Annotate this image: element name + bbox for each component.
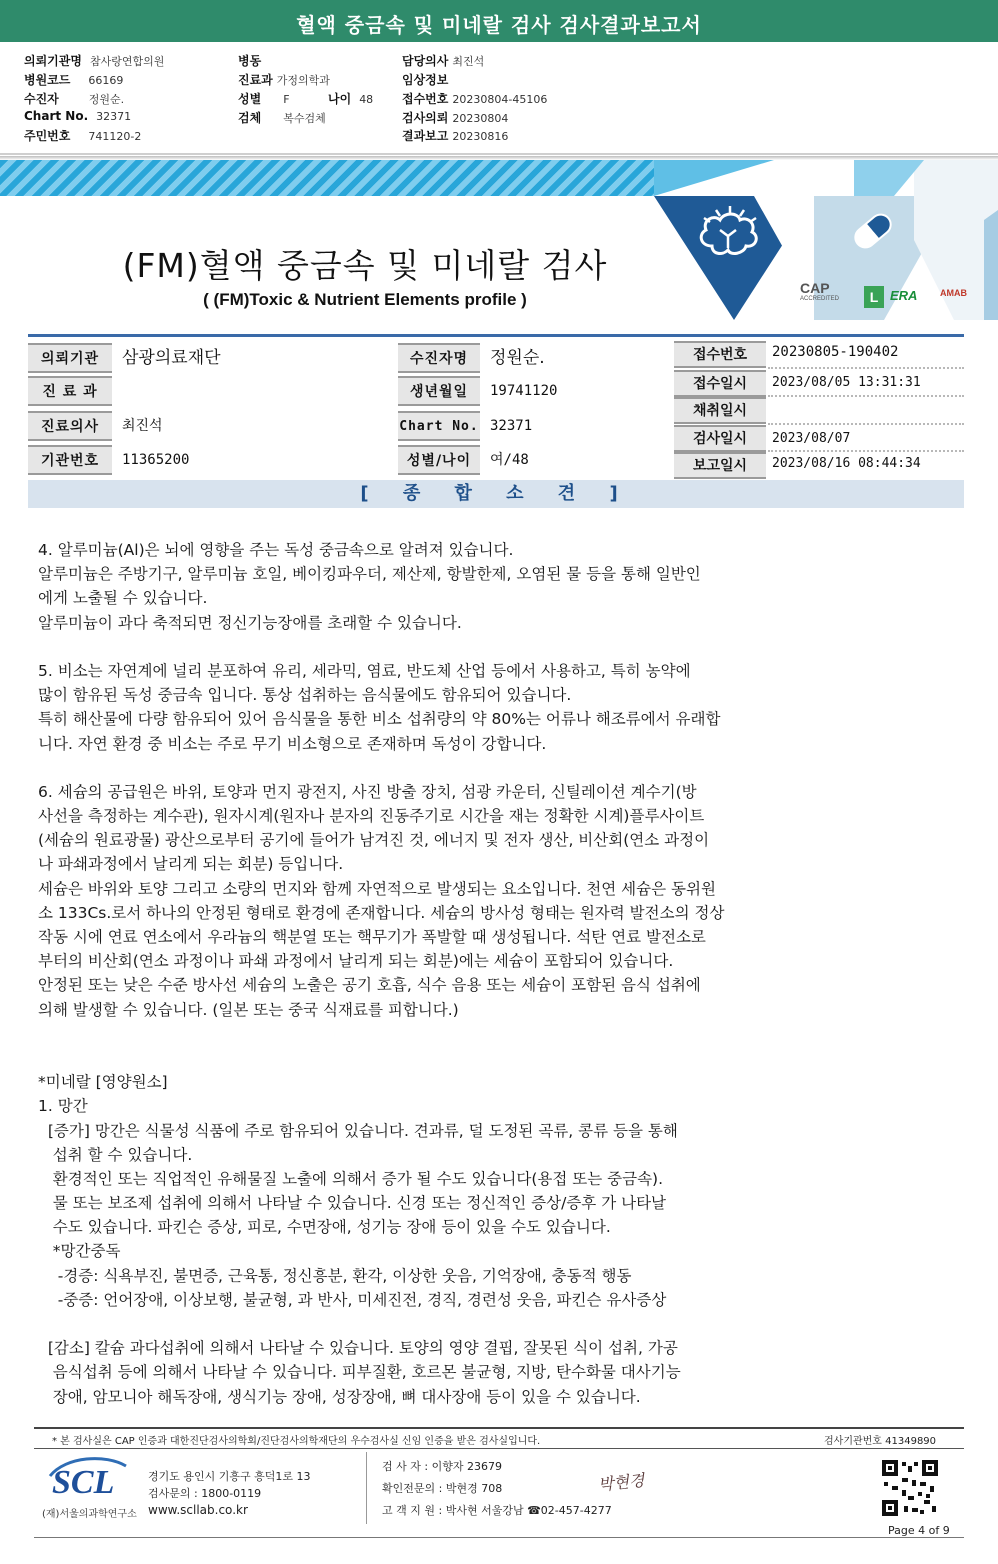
text-line: 알루미늄은 주방기구, 알루미늄 호일, 베이킹파우더, 제산제, 항발한제, 오염된 물 등을 통해 일반인 (38, 565, 701, 584)
text-line: 섭취 할 수 있습니다. (38, 1145, 193, 1164)
info-value: 19741120 (490, 383, 558, 399)
blank-line (38, 1022, 938, 1046)
contact-block (148, 1468, 311, 1519)
info-value: 32371 (490, 418, 533, 434)
cap-logo: CAP ACCREDITED (800, 280, 840, 302)
info-label: 진료의사 (28, 411, 112, 441)
info-label: 의뢰기관 (28, 343, 112, 373)
lab-number: 검사기관번호 41349890 (824, 1436, 937, 1447)
text-line: *망간중독 (38, 1242, 121, 1261)
info-value: 20230805-190402 (772, 344, 899, 360)
text-line: [증가] 망간은 식물성 식품에 주로 함유되어 있습니다. 견과류, 덜 도정된 곡류, 콩류 등을 통해 (38, 1121, 678, 1140)
staff-block (382, 1456, 612, 1522)
info-value: 2023/08/07 (772, 431, 851, 446)
clinical-field: 임상정보 (402, 73, 449, 87)
doctor-field: 담당의사 최진석 (402, 54, 485, 68)
text-line: 사선을 측정하는 계수관), 원자시계(원자나 분자의 진동주기로 시간을 재는 정확한 시계)플루사이트 (38, 807, 705, 826)
text-line: 니다. 자연 환경 중 비소는 주로 무기 비소형으로 존재하며 독성이 강합니다. (38, 734, 547, 753)
info-value: 정원순. (490, 348, 545, 368)
patient-field: 수진자 정원순. (24, 92, 125, 106)
text-line: 나 파쇄과정에서 날리게 되는 회분) 등입니다. (38, 855, 344, 874)
text-line: *미네랄 [영양원소] (38, 1073, 168, 1092)
sex-field: 성별 F (238, 92, 290, 106)
info-label: 기관번호 (28, 445, 112, 475)
blank-line (38, 1046, 938, 1070)
info-value: 여/48 (490, 452, 529, 468)
info-label: 접수번호 (674, 341, 766, 368)
info-label: 성별/나이 (398, 445, 480, 475)
info-value: 11365200 (122, 452, 190, 468)
patient-info-table (28, 334, 964, 484)
blank-line (38, 635, 938, 659)
era-logo: ERA (890, 288, 918, 303)
info-label: 보고일시 (674, 452, 766, 479)
id-field: 주민번호 741120-2 (24, 129, 142, 143)
signature: 박현경 (597, 1470, 646, 1495)
text-line: 1. 망간 (38, 1097, 88, 1116)
examiner: 검 사 자 : 이향자 23679 (382, 1460, 502, 1473)
summary-section-title: [ 종 합 소 견 ] (28, 480, 964, 508)
text-line: -경증: 식욕부진, 불면증, 근육통, 정신흥분, 환각, 이상한 웃음, 기억장애, 충동적 행동 (38, 1266, 632, 1285)
divider (34, 1537, 964, 1538)
customer-support: 고 객 지 원 : 박사현 서울강남 ☎02-457-4277 (382, 1504, 612, 1517)
text-line: 음식섭취 등에 의해서 나타날 수 있습니다. 피부질환, 호르몬 불균형, 지방, 탄수화물 대사기능 (38, 1363, 681, 1382)
capsule-icon (848, 206, 898, 256)
receipt-field: 접수번호 20230804-45106 (402, 92, 548, 106)
info-value: 2023/08/05 13:31:31 (772, 375, 921, 390)
info-value: 2023/08/16 08:44:34 (772, 456, 921, 471)
text-line: 4. 알루미늄(Al)은 뇌에 영향을 주는 독성 중금속으로 알려져 있습니다. (38, 541, 514, 559)
text-line: -중증: 언어장애, 이상보행, 불균형, 과 반사, 미세진전, 경직, 경련성 웃음, 파킨슨 유사증상 (38, 1290, 667, 1309)
summary-text (38, 538, 938, 1409)
info-label: 진 료 과 (28, 376, 112, 406)
text-line: 특히 해산물에 다량 함유되어 있어 음식물을 통한 비소 섭취량의 약 80%는 어류나 해조류에서 유래합 (38, 710, 721, 729)
address: 경기도 용인시 기흥구 흥덕1로 13 (148, 1470, 311, 1483)
amab-logo: AMAB (940, 288, 967, 298)
text-line: 6. 세슘의 공급원은 바위, 토양과 먼지 광전지, 사진 방출 장치, 섬광 카운터, 신틸레이션 계수기(방 (38, 782, 697, 801)
agency-field: 의뢰기관명 참사랑연합의원 (24, 54, 165, 68)
text-line: 장애, 암모니아 해독장애, 생식기능 장애, 성장장애, 뼈 대사장애 등이 있을 수 있습니다. (38, 1387, 641, 1406)
text-line: 환경적인 또는 직업적인 유해물질 노출에 의해서 증가 될 수도 있습니다(용접 또는 중금속). (38, 1169, 664, 1188)
accreditation-note: * 본 검사실은 CAP 인증과 대한진단검사의학회/진단검사의학재단의 우수검사실 신임 인증을 받은 검사실입니다. (52, 1436, 541, 1447)
page-number: Page 4 of 9 (888, 1524, 950, 1537)
institute-name: (재)서울의과학연구소 (42, 1509, 137, 1520)
specialist: 확인전문의 : 박현경 708 (382, 1482, 503, 1495)
text-line: 수도 있습니다. 파킨슨 증상, 피로, 수면장애, 성기능 장애 등이 있을 수도 있습니다. (38, 1218, 611, 1237)
specimen-field: 검체 복수검체 (238, 111, 326, 125)
text-line: 많이 함유된 독성 중금속 입니다. 통상 섭취하는 음식물에도 함유되어 있습니다. (38, 686, 572, 705)
blank-line (38, 756, 938, 780)
text-line: 안정된 또는 낮은 수준 방사선 세슘의 노출은 공기 호흡, 식수 음용 또는 세슘이 포함된 음식 섭취에 (38, 976, 701, 995)
info-label: 수진자명 (398, 343, 480, 373)
divider (34, 1448, 964, 1449)
report-header-band (0, 0, 998, 42)
document-subtitle: ( (FM)Toxic & Nutrient Elements profile ) (203, 290, 527, 309)
text-line: 세슘은 바위와 토양 그리고 소량의 먼지와 함께 자연적으로 발생되는 요소입니다. 천연 세슘은 동위원 (38, 879, 716, 898)
text-line: (세슘의 원료광물) 광산으로부터 공기에 들어가 남겨진 것, 에너지 및 전자 생산, 비산회(연소 과정이 (38, 831, 710, 850)
ward-field: 병동 (238, 54, 262, 68)
divider (34, 1427, 964, 1429)
blank-line (38, 1312, 938, 1336)
text-line: 의해 발생할 수 있습니다. (일본 또는 중국 식재료를 피합니다.) (38, 1000, 459, 1019)
text-line: 물 또는 보조제 섭취에 의해서 나타날 수 있습니다. 신경 또는 정신적인 증상/증후 가 나타날 (38, 1194, 667, 1213)
info-label: 검사일시 (674, 425, 766, 452)
report-date-field: 결과보고 20230816 (402, 129, 509, 143)
lm-logo: L (864, 286, 884, 308)
document-title: (FM)혈액 중금속 및 미네랄 검사 (122, 246, 608, 285)
chart-field: Chart No. 32371 (24, 109, 132, 123)
info-value: 삼광의료재단 (122, 348, 221, 368)
info-value: 최진석 (122, 418, 163, 434)
info-label: 채취일시 (674, 397, 766, 424)
age-field: 나이 48 (328, 92, 374, 106)
request-info-panel (0, 42, 998, 155)
request-date-field: 검사의뢰 20230804 (402, 111, 509, 125)
info-label: Chart No. (398, 411, 480, 441)
text-line: 부터의 비산회(연소 과정이나 파쇄 과정에서 날리게 되는 회분)에는 세슘이 포함되어 있습니다. (38, 952, 674, 971)
scl-logo: SCL (46, 1456, 130, 1504)
dept-field: 진료과 가정의학과 (238, 73, 330, 87)
info-label: 접수일시 (674, 370, 766, 397)
text-line: [감소] 칼슘 과다섭취에 의해서 나타날 수 있습니다. 토양의 영양 결핍, 잘못된 식이 섭취, 가공 (38, 1339, 678, 1358)
text-line: 소 133Cs.로서 하나의 안정된 형태로 환경에 존재합니다. 세슘의 방사성 형태는 원자력 발전소의 정상 (38, 903, 725, 922)
text-line: 작동 시에 연료 연소에서 우라늄의 핵분열 또는 핵무기가 폭발할 때 생성됩니다. 석탄 연료 발전소로 (38, 928, 706, 946)
report-header-title: 혈액 중금속 및 미네랄 검사 검사결과보고서 (296, 13, 702, 37)
divider (366, 1452, 367, 1524)
website-link[interactable]: www.scllab.co.kr (148, 1503, 248, 1517)
qr-code-icon (882, 1460, 938, 1516)
hospital-code-field: 병원코드 66169 (24, 73, 124, 87)
info-label: 생년월일 (398, 376, 480, 406)
text-line: 에게 노출될 수 있습니다. (38, 589, 208, 608)
text-line: 알루미늄이 과다 축적되면 정신기능장애를 초래할 수 있습니다. (38, 613, 462, 632)
text-line: 5. 비소는 자연계에 널리 분포하여 유리, 세라믹, 염료, 반도체 산업 등에서 사용하고, 특히 농약에 (38, 661, 691, 680)
divider (768, 395, 964, 397)
phone: 검사문의 : 1800-0119 (148, 1487, 262, 1500)
